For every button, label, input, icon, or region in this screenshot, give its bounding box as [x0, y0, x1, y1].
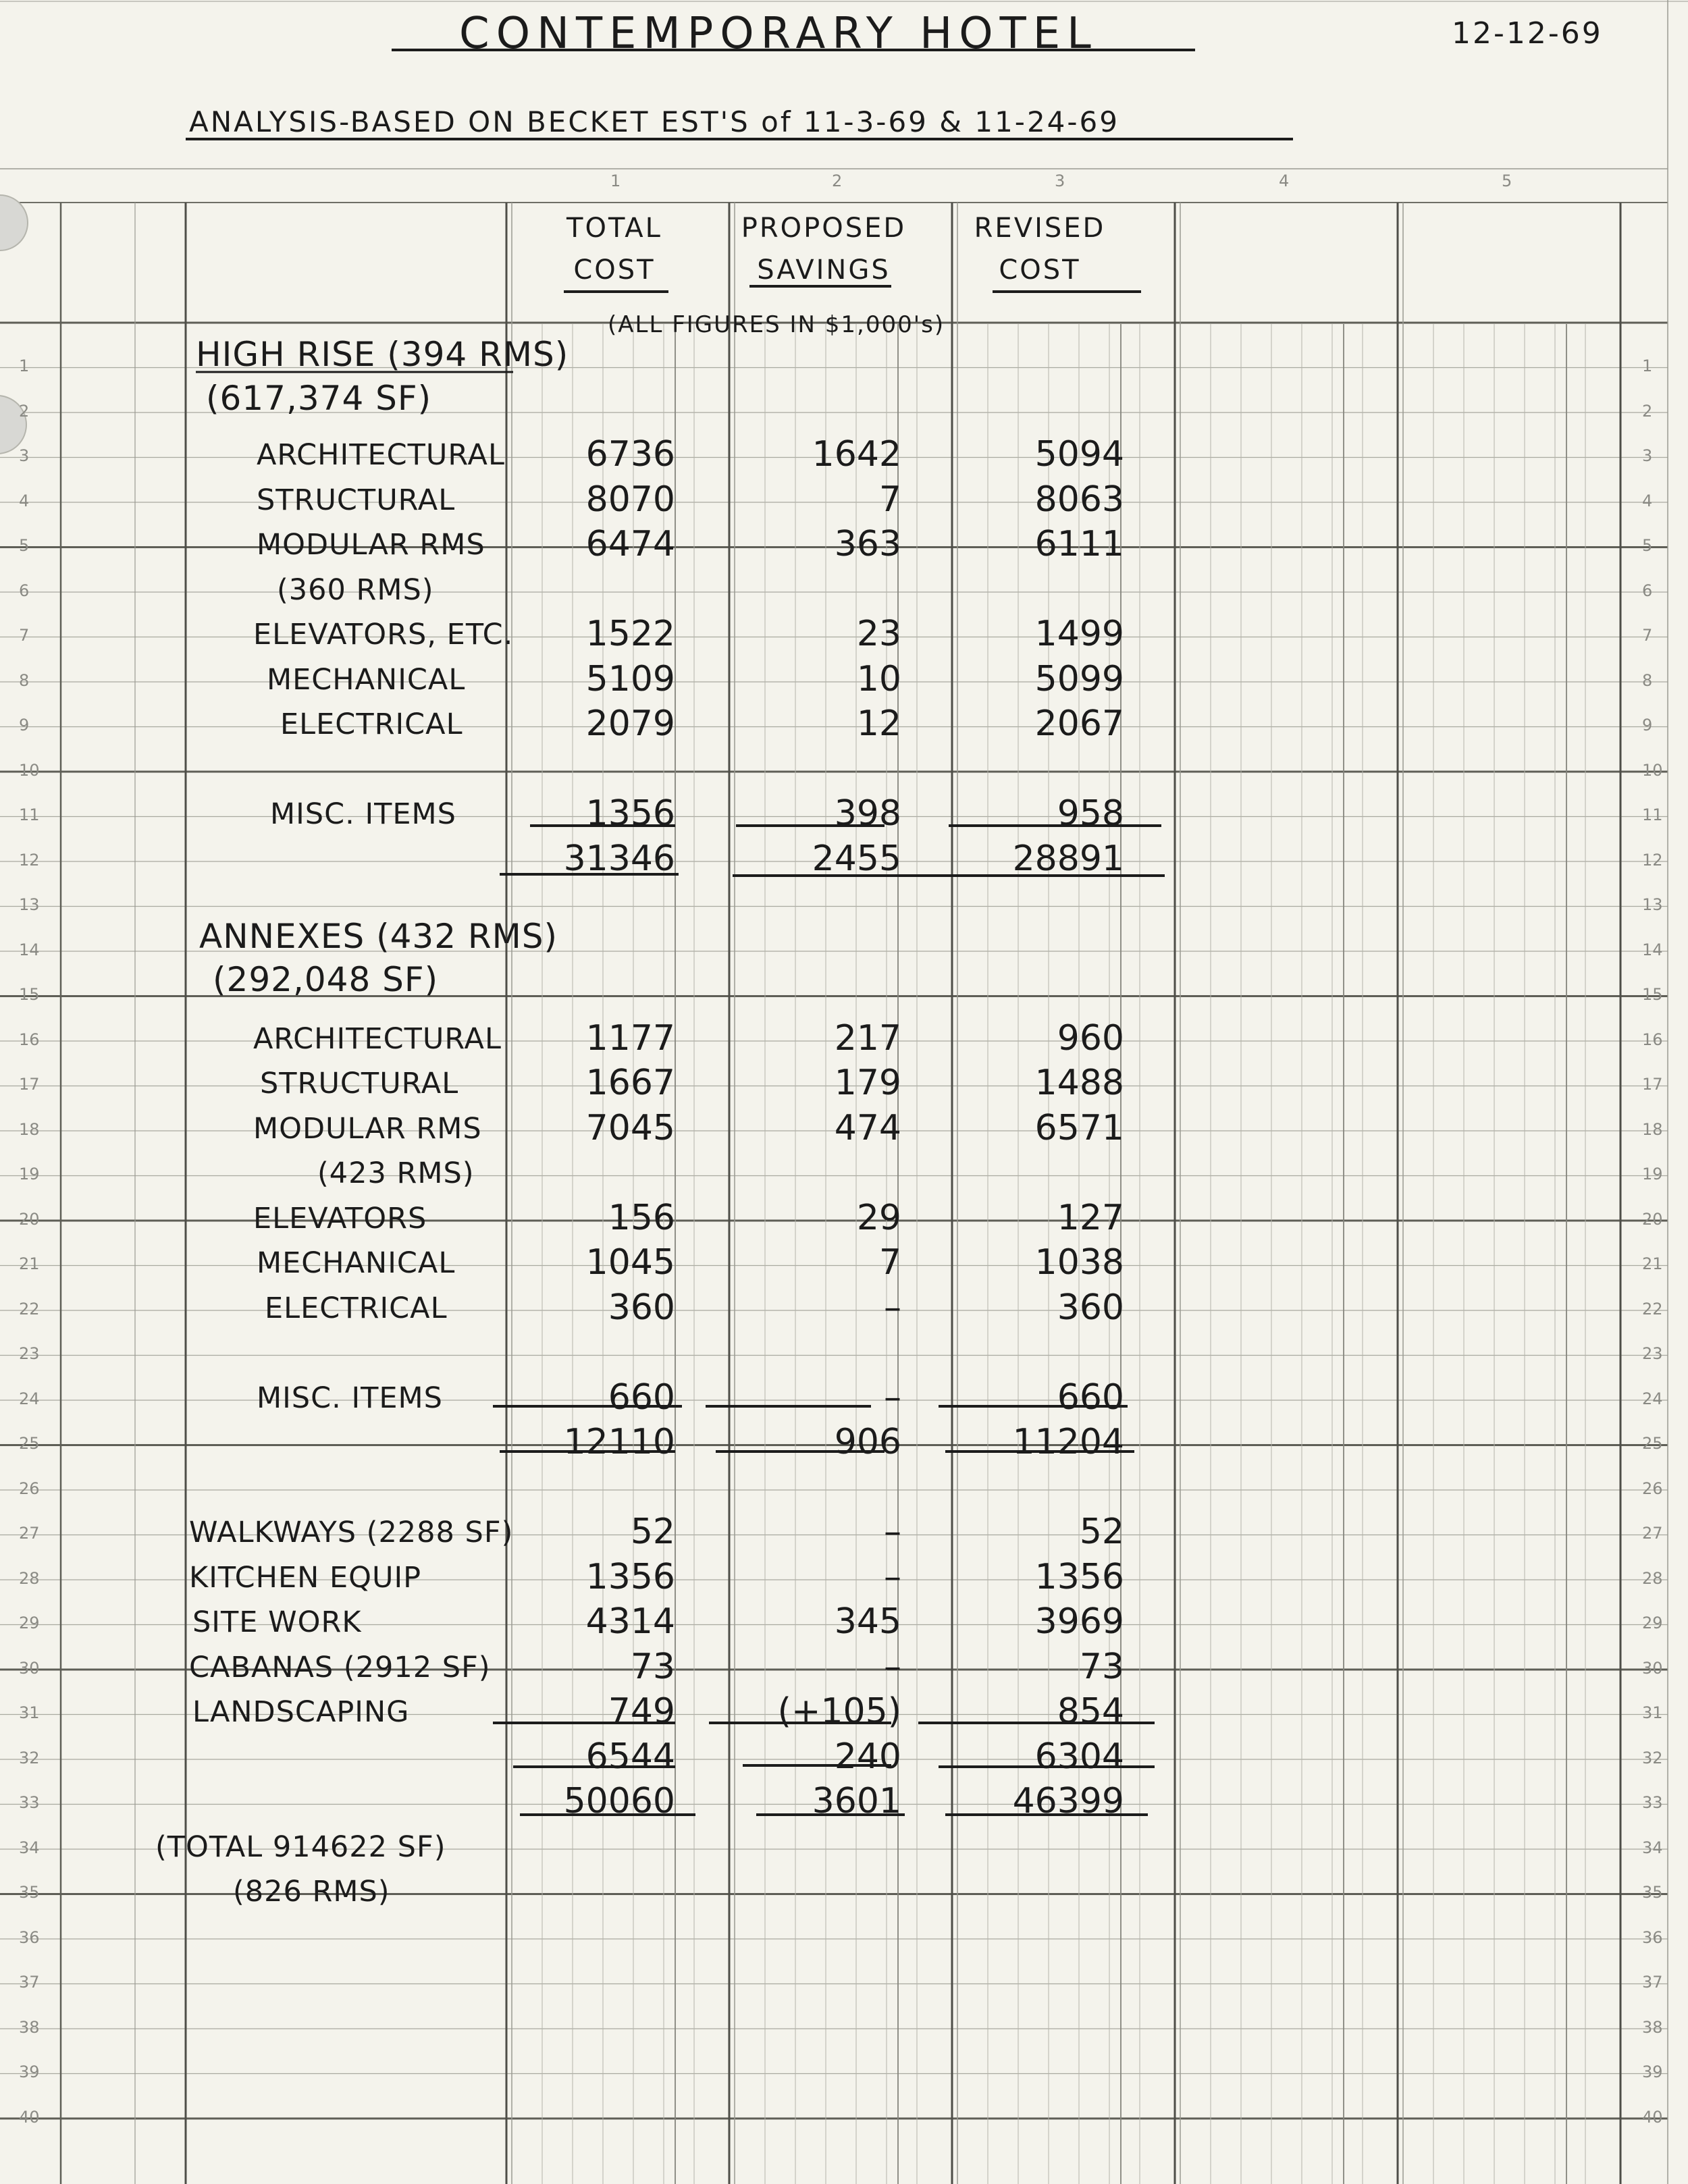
line-label: STRUCTURAL: [257, 483, 456, 517]
row-number-left: 28: [19, 1568, 40, 1588]
row-number-right: 39: [1642, 2062, 1663, 2081]
value-savings: 23: [856, 614, 901, 654]
row-number-left: 20: [19, 1209, 40, 1229]
row-number-right: 3: [1642, 446, 1653, 465]
value-total: 1522: [585, 614, 675, 654]
value-savings: 474: [834, 1107, 901, 1148]
row-number-right: 8: [1642, 670, 1653, 690]
row-number-left: 17: [19, 1075, 40, 1094]
value-revised: 11204: [1012, 1422, 1124, 1462]
value-savings: 217: [834, 1017, 901, 1059]
value-total: 52: [630, 1512, 675, 1552]
row-number-right: 22: [1642, 1299, 1663, 1319]
value-savings: –: [884, 1646, 901, 1687]
line-label: SITE WORK: [192, 1605, 362, 1639]
row-number-left: 23: [19, 1344, 40, 1363]
value-revised: 1499: [1034, 614, 1124, 654]
row-number-right: 20: [1642, 1209, 1663, 1229]
row-number-left: 8: [19, 670, 30, 690]
row-number-right: 12: [1642, 850, 1663, 870]
row-number-right: 16: [1642, 1030, 1663, 1049]
value-revised: 1038: [1034, 1242, 1124, 1283]
row-number-right: 31: [1642, 1703, 1663, 1722]
row-number-left: 26: [19, 1479, 40, 1498]
header-total-line2: COST: [573, 255, 656, 286]
line-label: MISC. ITEMS: [270, 797, 456, 831]
value-revised: 8063: [1034, 479, 1124, 520]
row-number-left: 9: [19, 716, 30, 735]
row-number-left: 21: [19, 1254, 40, 1273]
figures-note: (ALL FIGURES IN $1,000's): [608, 311, 945, 338]
row-number-left: 25: [19, 1434, 40, 1453]
row-number-left: 11: [19, 805, 40, 824]
row-number-left: 30: [19, 1658, 40, 1678]
value-revised: 1356: [1034, 1556, 1124, 1597]
value-savings: 345: [834, 1601, 901, 1642]
value-revised: 854: [1057, 1691, 1124, 1732]
value-revised: 73: [1079, 1646, 1124, 1687]
column-number: 1: [610, 171, 621, 190]
value-savings: –: [884, 1556, 901, 1597]
row-number-left: 32: [19, 1748, 40, 1767]
document-title: CONTEMPORARY HOTEL: [459, 9, 1098, 59]
value-revised: 52: [1079, 1512, 1124, 1552]
row-number-left: 27: [19, 1524, 40, 1543]
section-title-high-rise: HIGH RISE (394 RMS): [196, 335, 569, 374]
value-total: 6544: [585, 1736, 675, 1777]
row-number-right: 37: [1642, 1973, 1663, 1992]
row-number-right: 28: [1642, 1568, 1663, 1588]
row-number-left: 24: [19, 1389, 40, 1408]
row-number-right: 21: [1642, 1254, 1663, 1273]
subtitle: ANALYSIS-BASED ON BECKET EST'S of 11-3-69 & 11-24-69: [189, 105, 1119, 138]
row-number-right: 34: [1642, 1838, 1663, 1857]
header-total-line1: TOTAL: [566, 213, 662, 244]
row-number-right: 27: [1642, 1524, 1663, 1543]
row-number-left: 6: [19, 581, 30, 600]
row-number-left: 22: [19, 1299, 40, 1319]
value-savings: 1642: [812, 434, 901, 475]
row-number-left: 3: [19, 446, 30, 465]
value-revised: 6304: [1034, 1736, 1124, 1777]
line-label: ELECTRICAL: [265, 1291, 448, 1325]
value-total: 2079: [585, 703, 675, 744]
row-number-left: 38: [19, 2017, 40, 2037]
value-total: 1045: [585, 1242, 675, 1283]
value-savings: 12: [856, 703, 901, 744]
value-total: 5109: [585, 658, 675, 699]
row-number-right: 11: [1642, 805, 1663, 824]
line-label: ARCHITECTURAL: [257, 438, 505, 472]
row-number-left: 12: [19, 850, 40, 870]
row-number-right: 4: [1642, 491, 1653, 510]
value-revised: 46399: [1012, 1781, 1124, 1821]
value-total: 660: [608, 1377, 675, 1418]
line-label: (TOTAL 914622 SF): [155, 1830, 446, 1864]
line-label: KITCHEN EQUIP: [189, 1560, 422, 1595]
value-total: 1356: [585, 793, 675, 834]
value-savings: 7: [878, 1242, 901, 1283]
row-number-right: 6: [1642, 581, 1653, 600]
section-area-high-rise: (617,374 SF): [206, 379, 432, 418]
value-revised: 2067: [1034, 703, 1124, 744]
value-total: 8070: [585, 479, 675, 520]
section-title-annexes: ANNEXES (432 RMS): [199, 917, 558, 956]
value-total: 6474: [585, 524, 675, 564]
row-number-left: 18: [19, 1119, 40, 1139]
row-number-right: 40: [1642, 2107, 1663, 2127]
row-number-right: 29: [1642, 1614, 1663, 1632]
value-savings: –: [884, 1287, 901, 1328]
value-revised: 5094: [1034, 434, 1124, 475]
value-revised: 6571: [1034, 1107, 1124, 1148]
value-revised: 6111: [1034, 524, 1124, 564]
row-number-right: 26: [1642, 1479, 1663, 1498]
value-revised: 958: [1057, 793, 1124, 834]
row-number-left: 40: [19, 2107, 40, 2127]
value-total: 7045: [585, 1107, 675, 1148]
row-number-left: 7: [19, 626, 30, 645]
row-number-left: 31: [19, 1703, 40, 1722]
header-revised-line1: REVISED: [974, 213, 1106, 244]
line-label: MECHANICAL: [257, 1246, 456, 1280]
row-number-left: 29: [19, 1614, 40, 1632]
value-total: 31346: [563, 838, 675, 879]
value-total: 1177: [585, 1017, 675, 1059]
row-number-right: 36: [1642, 1927, 1663, 1947]
row-number-right: 15: [1642, 985, 1663, 1004]
row-number-right: 38: [1642, 2017, 1663, 2037]
row-number-right: 18: [1642, 1119, 1663, 1139]
row-number-left: 2: [19, 401, 30, 421]
value-savings: 2455: [812, 838, 901, 879]
row-number-right: 2: [1642, 401, 1653, 421]
row-number-right: 24: [1642, 1389, 1663, 1408]
row-number-left: 1: [19, 356, 30, 375]
row-number-right: 14: [1642, 940, 1663, 959]
row-number-left: 13: [19, 895, 40, 914]
value-total: 360: [608, 1287, 675, 1328]
row-number-left: 10: [19, 760, 40, 780]
value-revised: 1488: [1034, 1063, 1124, 1103]
row-number-right: 33: [1642, 1793, 1663, 1812]
value-revised: 5099: [1034, 658, 1124, 699]
row-number-right: 5: [1642, 536, 1653, 555]
value-savings: 906: [834, 1422, 901, 1462]
value-savings: 7: [878, 479, 901, 520]
value-total: 156: [608, 1197, 675, 1238]
value-savings: 179: [834, 1063, 901, 1103]
column-number: 3: [1055, 171, 1065, 190]
row-number-right: 1: [1642, 356, 1653, 375]
row-number-right: 32: [1642, 1748, 1663, 1767]
column-number: 4: [1279, 171, 1290, 190]
row-number-right: 35: [1642, 1883, 1663, 1902]
row-number-right: 23: [1642, 1344, 1663, 1363]
line-label: MISC. ITEMS: [257, 1381, 443, 1415]
row-number-left: 35: [19, 1883, 40, 1902]
line-label: (423 RMS): [317, 1156, 475, 1190]
section-area-annexes: (292,048 SF): [213, 960, 439, 999]
line-label: (360 RMS): [277, 572, 434, 607]
row-number-right: 17: [1642, 1075, 1663, 1094]
header-revised-line2: COST: [999, 255, 1081, 286]
column-number: 5: [1502, 171, 1512, 190]
row-number-left: 34: [19, 1838, 40, 1857]
value-savings: 3601: [812, 1781, 901, 1821]
value-savings: 363: [834, 524, 901, 564]
line-label: (826 RMS): [233, 1875, 390, 1909]
value-total: 12110: [563, 1422, 675, 1462]
value-total: 749: [608, 1691, 675, 1732]
line-label: STRUCTURAL: [260, 1067, 459, 1100]
row-number-right: 10: [1642, 760, 1663, 780]
row-number-right: 30: [1642, 1658, 1663, 1678]
line-label: LANDSCAPING: [192, 1695, 410, 1729]
row-number-right: 13: [1642, 895, 1663, 914]
value-savings: 29: [856, 1197, 901, 1238]
row-number-right: 19: [1642, 1165, 1663, 1183]
row-number-right: 9: [1642, 716, 1653, 735]
value-total: 4314: [585, 1601, 675, 1642]
value-total: 1356: [585, 1556, 675, 1597]
row-number-left: 4: [19, 491, 30, 510]
value-total: 1667: [585, 1063, 675, 1103]
value-savings: 10: [856, 658, 901, 699]
line-label: ELEVATORS: [253, 1201, 427, 1235]
row-number-left: 15: [19, 985, 40, 1004]
value-revised: 360: [1057, 1287, 1124, 1328]
document-date: 12-12-69: [1452, 16, 1603, 51]
value-revised: 660: [1057, 1377, 1124, 1418]
header-savings-line1: PROPOSED: [741, 213, 907, 244]
line-label: ARCHITECTURAL: [253, 1021, 502, 1056]
row-number-left: 37: [19, 1973, 40, 1992]
value-total: 6736: [585, 434, 675, 475]
row-number-left: 19: [19, 1165, 40, 1183]
row-number-left: 39: [19, 2062, 40, 2081]
value-revised: 127: [1057, 1197, 1124, 1238]
value-revised: 960: [1057, 1017, 1124, 1059]
line-label: ELECTRICAL: [280, 708, 463, 741]
column-number: 2: [832, 171, 843, 190]
value-total: 50060: [563, 1781, 675, 1821]
line-label: WALKWAYS (2288 SF): [189, 1516, 514, 1549]
line-label: MODULAR RMS: [253, 1111, 482, 1146]
row-number-left: 33: [19, 1793, 40, 1812]
row-number-right: 7: [1642, 626, 1653, 645]
row-number-left: 16: [19, 1030, 40, 1049]
value-savings: –: [884, 1377, 901, 1418]
line-label: CABANAS (2912 SF): [189, 1650, 491, 1684]
line-label: ELEVATORS, ETC.: [253, 618, 514, 651]
row-number-left: 14: [19, 940, 40, 959]
line-label: MECHANICAL: [267, 662, 466, 697]
value-savings: 240: [834, 1736, 901, 1777]
value-savings: 398: [834, 793, 901, 834]
value-savings: –: [884, 1512, 901, 1552]
value-total: 73: [630, 1646, 675, 1687]
row-number-left: 5: [19, 536, 30, 555]
header-savings-line2: SAVINGS: [757, 255, 891, 286]
value-savings: (+105): [777, 1691, 901, 1732]
row-number-left: 36: [19, 1927, 40, 1947]
value-revised: 3969: [1034, 1601, 1124, 1642]
value-revised: 28891: [1012, 838, 1124, 879]
line-label: MODULAR RMS: [257, 528, 485, 562]
row-number-right: 25: [1642, 1434, 1663, 1453]
